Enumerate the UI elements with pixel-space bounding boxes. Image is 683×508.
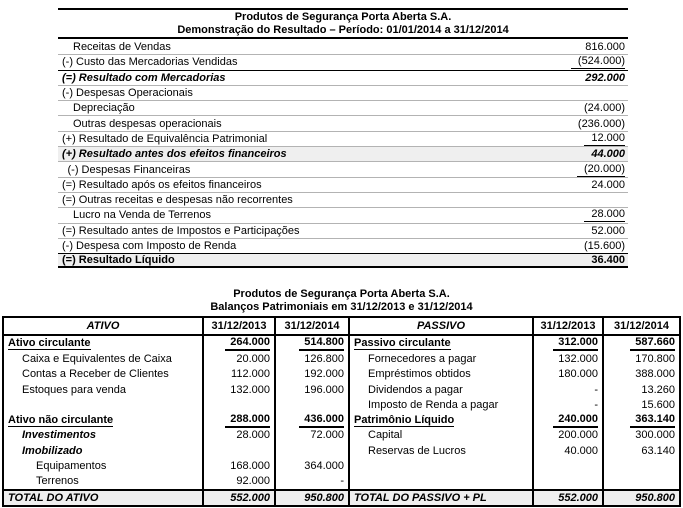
row-label-cell bbox=[4, 367, 204, 382]
row-value: - bbox=[594, 383, 598, 396]
company-name: Produtos de Segurança Porta Aberta S.A. bbox=[234, 11, 452, 23]
row-label: Investimentos bbox=[22, 429, 96, 442]
row-value: 28.000 bbox=[236, 429, 270, 442]
total-val: 552.000 bbox=[558, 491, 598, 504]
income-row bbox=[58, 253, 628, 268]
row-value: 264.000 bbox=[225, 336, 270, 351]
row-value-cell bbox=[604, 382, 679, 397]
row-label-cell bbox=[350, 412, 534, 427]
row-label-cell bbox=[350, 443, 534, 458]
row-value-cell bbox=[534, 336, 604, 351]
row-value: 40.000 bbox=[564, 444, 598, 457]
total-label: TOTAL DO PASSIVO + PL bbox=[354, 491, 487, 504]
row-value-cell bbox=[276, 351, 350, 366]
row-label: Ativo não circulante bbox=[8, 413, 114, 426]
row-label-cell bbox=[350, 428, 534, 443]
income-statement-table bbox=[58, 8, 628, 268]
total-val-cell bbox=[276, 491, 350, 505]
total-val: 552.000 bbox=[230, 491, 270, 504]
value-text: (524.000) bbox=[571, 55, 625, 69]
row-value bbox=[585, 41, 628, 53]
row-label: Caixa e Equivalentes de Caixa bbox=[22, 352, 172, 365]
row-label: Estoques para venda bbox=[22, 383, 126, 396]
row-value: 587.660 bbox=[630, 336, 675, 351]
column-header bbox=[276, 318, 350, 334]
row-value-cell bbox=[204, 382, 276, 397]
balance-sheet-row bbox=[4, 351, 679, 366]
value-text: 292.000 bbox=[585, 71, 625, 84]
row-value: 132.000 bbox=[230, 383, 270, 396]
row-label-cell bbox=[350, 397, 534, 412]
row-value-cell bbox=[204, 443, 276, 458]
income-row bbox=[58, 100, 628, 115]
row-value: 15.600 bbox=[641, 398, 675, 411]
row-label-cell bbox=[350, 336, 534, 351]
column-header bbox=[604, 318, 679, 334]
row-value-cell bbox=[534, 412, 604, 427]
row-value bbox=[591, 148, 628, 160]
row-value-cell bbox=[604, 474, 679, 489]
row-label: (=) Resultado após os efeitos financeiros bbox=[62, 178, 262, 191]
row-value: 312.000 bbox=[553, 336, 598, 351]
column-header-label: 31/12/2014 bbox=[613, 320, 670, 332]
row-label: (-) Despesas Financeiras bbox=[67, 163, 191, 176]
income-row bbox=[58, 39, 628, 54]
row-label: Ativo circulante bbox=[8, 337, 91, 350]
row-label: Dividendos a pagar bbox=[368, 383, 463, 396]
row-label: (=) Outras receitas e despesas não recorrentes bbox=[62, 194, 293, 207]
row-label-cell bbox=[4, 474, 204, 489]
row-label: Patrimônio Líquido bbox=[354, 413, 455, 426]
row-label-cell bbox=[350, 367, 534, 382]
value-text: (15.600) bbox=[584, 240, 625, 252]
row-value: 132.000 bbox=[558, 352, 598, 365]
row-label: Imobilizado bbox=[22, 444, 83, 457]
row-label: Equipamentos bbox=[36, 460, 107, 473]
row-value: 364.000 bbox=[304, 460, 344, 473]
value-text: 24.000 bbox=[591, 178, 625, 191]
value-text: (24.000) bbox=[584, 102, 625, 115]
row-value: 240.000 bbox=[553, 413, 598, 428]
income-statement-body bbox=[58, 39, 628, 268]
total-val: 950.800 bbox=[304, 491, 344, 504]
row-value-cell bbox=[276, 474, 350, 489]
income-statement-period: Demonstração do Resultado – Período: 01/01/2014 a 31/12/2014 bbox=[177, 23, 509, 36]
total-label: TOTAL DO ATIVO bbox=[8, 491, 99, 504]
column-header-label: ATIVO bbox=[86, 320, 120, 332]
row-label-cell bbox=[4, 412, 204, 427]
column-header-label: 31/12/2013 bbox=[540, 320, 596, 332]
row-value-cell bbox=[204, 336, 276, 351]
row-value: - bbox=[340, 475, 344, 488]
row-value-cell bbox=[534, 428, 604, 443]
row-value: 72.000 bbox=[310, 429, 344, 442]
income-row bbox=[58, 177, 628, 192]
balance-sheet-row bbox=[4, 382, 679, 397]
row-value-cell bbox=[204, 397, 276, 412]
row-value: 288.000 bbox=[225, 413, 270, 428]
row-value: 300.000 bbox=[635, 429, 675, 442]
balance-sheet-row bbox=[4, 412, 679, 427]
row-value: 13.260 bbox=[641, 383, 675, 396]
row-value-cell bbox=[204, 412, 276, 427]
row-value-cell bbox=[604, 412, 679, 427]
row-value: 63.140 bbox=[641, 444, 675, 457]
row-label-cell bbox=[4, 351, 204, 366]
row-value-cell bbox=[604, 367, 679, 382]
income-row bbox=[58, 146, 628, 161]
row-value bbox=[591, 254, 628, 266]
balance-sheet-row bbox=[4, 458, 679, 473]
row-value-cell bbox=[534, 458, 604, 473]
row-value bbox=[584, 132, 628, 146]
total-val-cell bbox=[604, 491, 679, 505]
balance-sheet-row bbox=[4, 443, 679, 458]
row-value-cell bbox=[534, 474, 604, 489]
row-value bbox=[577, 163, 628, 177]
income-row bbox=[58, 70, 628, 85]
balance-sheet-row bbox=[4, 474, 679, 489]
row-label: (=) Resultado Líquido bbox=[62, 254, 175, 267]
row-value-cell bbox=[204, 474, 276, 489]
row-value bbox=[571, 55, 628, 69]
row-label: (=) Resultado com Mercadorias bbox=[62, 71, 226, 84]
value-text: (20.000) bbox=[577, 163, 625, 177]
row-label: Capital bbox=[368, 429, 403, 442]
row-value-cell bbox=[276, 428, 350, 443]
income-row bbox=[58, 207, 628, 222]
row-value: 388.000 bbox=[635, 368, 675, 381]
row-label: (-) Despesa com Imposto de Renda bbox=[62, 240, 237, 252]
row-value-cell bbox=[276, 443, 350, 458]
total-val-cell bbox=[534, 491, 604, 505]
row-label-cell bbox=[350, 382, 534, 397]
column-header bbox=[350, 318, 534, 334]
row-value bbox=[584, 102, 628, 114]
balance-sheet-row bbox=[4, 428, 679, 443]
row-label: Receitas de Vendas bbox=[73, 40, 171, 53]
row-label-cell bbox=[4, 428, 204, 443]
balance-sheet-period: Balanços Patrimoniais em 31/12/2013 e 31/12/2014 bbox=[210, 300, 473, 313]
income-row bbox=[58, 131, 628, 146]
row-value-cell bbox=[604, 458, 679, 473]
row-label-cell bbox=[4, 458, 204, 473]
income-row bbox=[58, 223, 628, 238]
balance-sheet-table bbox=[2, 316, 681, 507]
row-value bbox=[585, 72, 628, 84]
row-label: (=) Resultado antes de Impostos e Participações bbox=[62, 224, 300, 237]
column-header bbox=[534, 318, 604, 334]
row-value-cell bbox=[604, 336, 679, 351]
row-label: Terrenos bbox=[36, 475, 79, 488]
row-label: (-) Custo das Mercadorias Vendidas bbox=[62, 56, 238, 69]
total-label-cell bbox=[350, 491, 534, 505]
row-label-cell bbox=[350, 458, 534, 473]
value-text: 52.000 bbox=[591, 224, 625, 237]
balance-sheet-total-row bbox=[4, 489, 679, 505]
total-val-cell bbox=[204, 491, 276, 505]
row-value: - bbox=[594, 398, 598, 411]
row-value bbox=[584, 240, 628, 252]
balance-sheet-row bbox=[4, 336, 679, 351]
row-label-cell bbox=[350, 474, 534, 489]
balance-sheet-row bbox=[4, 397, 679, 412]
row-label: Reservas de Lucros bbox=[368, 444, 466, 457]
row-value-cell bbox=[204, 367, 276, 382]
row-label: (+) Resultado antes dos efeitos financeiros bbox=[62, 148, 287, 161]
row-value: 20.000 bbox=[236, 352, 270, 365]
row-value-cell bbox=[204, 351, 276, 366]
total-label-cell bbox=[4, 491, 204, 505]
row-value: 363.140 bbox=[630, 413, 675, 428]
income-row bbox=[58, 238, 628, 253]
column-header-label: PASSIVO bbox=[416, 320, 466, 332]
row-value: 126.800 bbox=[304, 352, 344, 365]
row-value bbox=[584, 208, 628, 222]
row-value-cell bbox=[204, 458, 276, 473]
row-label: Depreciação bbox=[73, 102, 135, 115]
row-label: Fornecedores a pagar bbox=[368, 352, 477, 365]
row-value-cell bbox=[534, 443, 604, 458]
row-value-cell bbox=[276, 412, 350, 427]
income-row bbox=[58, 115, 628, 130]
value-text: 36.400 bbox=[591, 254, 625, 267]
value-text: (236.000) bbox=[577, 117, 625, 130]
row-label: Lucro na Venda de Terrenos bbox=[73, 209, 212, 222]
row-label: Passivo circulante bbox=[354, 337, 451, 350]
value-text: 28.000 bbox=[584, 208, 625, 222]
row-label-cell bbox=[350, 351, 534, 366]
income-row bbox=[58, 54, 628, 69]
income-row bbox=[58, 161, 628, 176]
row-label: Imposto de Renda a pagar bbox=[368, 398, 499, 411]
balance-sheet-column-headers bbox=[4, 318, 679, 336]
row-value-cell bbox=[534, 382, 604, 397]
company-name: Produtos de Segurança Porta Aberta S.A. bbox=[233, 288, 450, 300]
row-value-cell bbox=[604, 397, 679, 412]
column-header-label: 31/12/2014 bbox=[284, 320, 340, 332]
row-value bbox=[578, 118, 628, 130]
row-value: 436.000 bbox=[299, 413, 344, 428]
row-value: 514.800 bbox=[299, 336, 344, 351]
row-label: (-) Despesas Operacionais bbox=[62, 87, 193, 100]
total-val: 950.800 bbox=[635, 491, 675, 504]
balance-sheet-body bbox=[4, 336, 679, 489]
row-label-cell bbox=[4, 397, 204, 412]
balance-sheet-row bbox=[4, 367, 679, 382]
column-header-label: 31/12/2013 bbox=[211, 320, 267, 332]
column-header bbox=[4, 318, 204, 334]
row-value-cell bbox=[204, 428, 276, 443]
row-label-cell bbox=[4, 336, 204, 351]
value-text: 44.000 bbox=[591, 148, 625, 161]
balance-sheet-header bbox=[0, 288, 683, 313]
row-value: 180.000 bbox=[558, 368, 598, 381]
row-value bbox=[591, 225, 628, 237]
row-value: 192.000 bbox=[304, 368, 344, 381]
row-value-cell bbox=[276, 382, 350, 397]
row-label-cell bbox=[4, 382, 204, 397]
row-value: 92.000 bbox=[236, 475, 270, 488]
row-value-cell bbox=[534, 397, 604, 412]
row-value-cell bbox=[604, 428, 679, 443]
row-value-cell bbox=[276, 397, 350, 412]
row-value: 112.000 bbox=[231, 368, 270, 381]
row-value-cell bbox=[276, 336, 350, 351]
value-text: 816.000 bbox=[585, 40, 625, 53]
row-value-cell bbox=[604, 443, 679, 458]
row-value bbox=[591, 179, 628, 191]
row-label: (+) Resultado de Equivalência Patrimonial bbox=[62, 132, 268, 145]
row-value-cell bbox=[276, 367, 350, 382]
row-value: 196.000 bbox=[304, 383, 344, 396]
row-value-cell bbox=[604, 351, 679, 366]
row-label: Outras despesas operacionais bbox=[73, 117, 222, 130]
row-value-cell bbox=[276, 458, 350, 473]
row-label: Contas a Receber de Clientes bbox=[22, 368, 169, 381]
row-value: 200.000 bbox=[558, 429, 598, 442]
column-header bbox=[204, 318, 276, 334]
row-value: 168.000 bbox=[230, 460, 270, 473]
value-text: 12.000 bbox=[584, 132, 625, 146]
row-label: Empréstimos obtidos bbox=[368, 368, 471, 381]
row-value: 170.800 bbox=[635, 352, 675, 365]
income-row bbox=[58, 85, 628, 100]
income-row bbox=[58, 192, 628, 207]
row-value-cell bbox=[534, 367, 604, 382]
row-value-cell bbox=[534, 351, 604, 366]
income-statement-header bbox=[58, 10, 628, 39]
row-label-cell bbox=[4, 443, 204, 458]
